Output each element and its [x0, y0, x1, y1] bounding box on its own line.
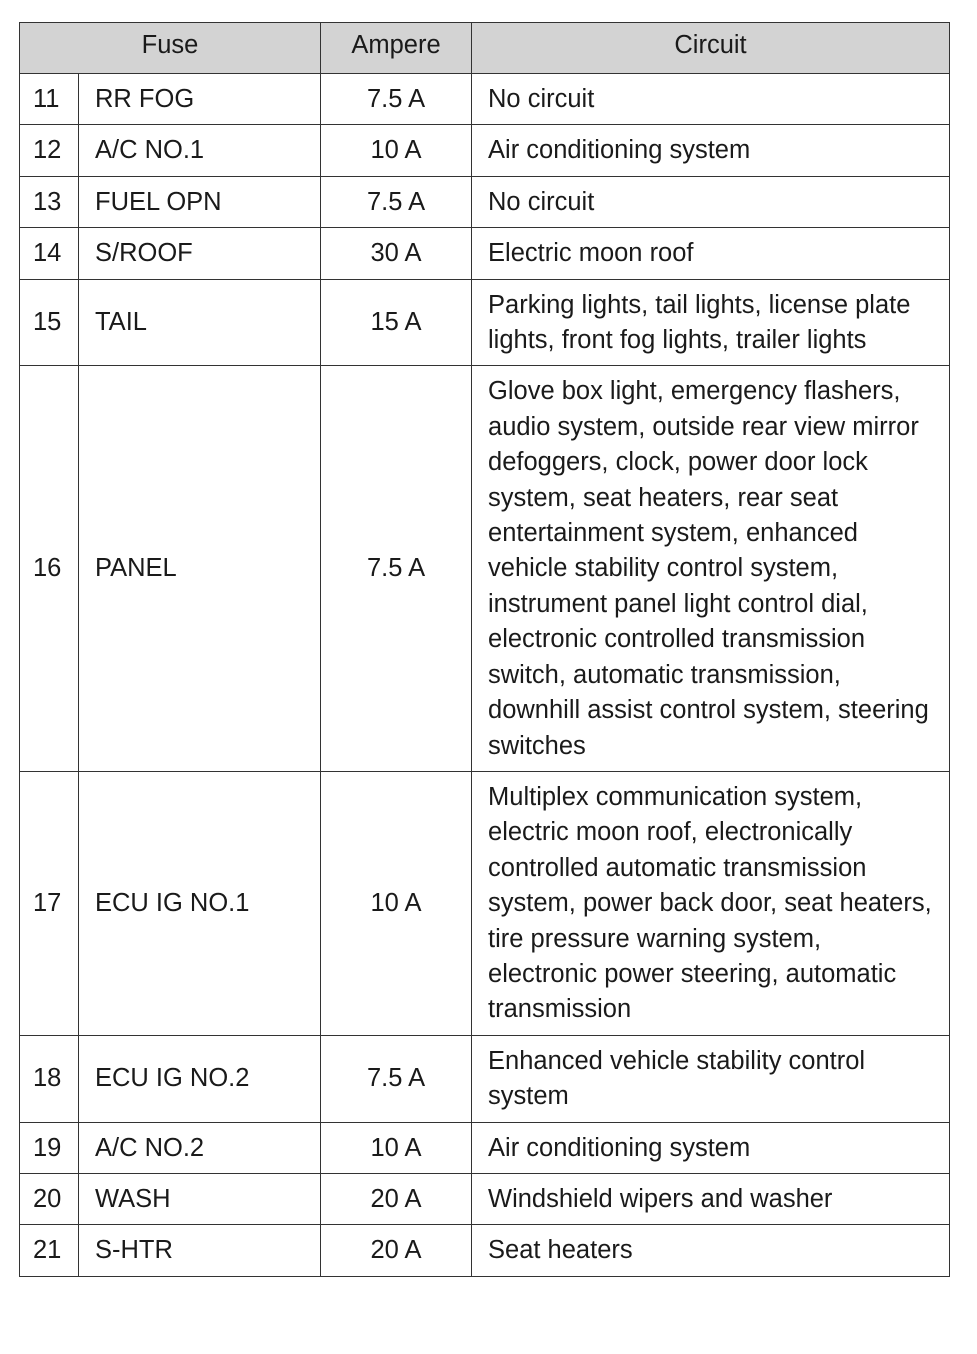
table-row [20, 1122, 950, 1173]
table-row [20, 228, 950, 279]
fuse-ampere: 7.5 A [321, 74, 472, 125]
fuse-ampere: 30 A [321, 228, 472, 279]
fuse-name: ECU IG NO.1 [79, 771, 321, 1035]
fuse-ampere: 7.5 A [321, 176, 472, 227]
fuse-number: 16 [20, 366, 79, 771]
fuse-number: 15 [20, 279, 79, 366]
header-ampere: Ampere [321, 23, 472, 74]
fuse-circuit: Enhanced vehicle stability control system [472, 1035, 950, 1122]
fuse-ampere: 20 A [321, 1225, 472, 1276]
fuse-circuit: Windshield wipers and washer [472, 1173, 950, 1224]
table-row [20, 1035, 950, 1122]
fuse-circuit: No circuit [472, 74, 950, 125]
table-row [20, 771, 950, 1035]
fuse-circuit: Glove box light, emergency flashers, audio system, outside rear view mirror defoggers, clock, power door lock system, seat heaters, rear seat entertainment system, enhanced vehicle stability control system, instrument panel light control dial, electronic controlled transmission switch, automatic transmission, downhill assist control system, steering switches [472, 366, 950, 771]
fuse-number: 12 [20, 125, 79, 176]
fuse-name: RR FOG [79, 74, 321, 125]
fuse-number: 19 [20, 1122, 79, 1173]
fuse-number: 18 [20, 1035, 79, 1122]
fuse-ampere: 7.5 A [321, 366, 472, 771]
fuse-name: A/C NO.1 [79, 125, 321, 176]
header-row [20, 23, 950, 74]
fuse-number: 21 [20, 1225, 79, 1276]
fuse-name: S/ROOF [79, 228, 321, 279]
table-row [20, 74, 950, 125]
fuse-circuit: No circuit [472, 176, 950, 227]
fuse-circuit: Seat heaters [472, 1225, 950, 1276]
fuse-name: FUEL OPN [79, 176, 321, 227]
fuse-circuit: Multiplex communication system, electric moon roof, electronically controlled automatic transmission system, power back door, seat heaters, tire pressure warning system, electronic power steering, automatic transmission [472, 771, 950, 1035]
fuse-circuit: Electric moon roof [472, 228, 950, 279]
fuse-ampere: 20 A [321, 1173, 472, 1224]
fuse-ampere: 15 A [321, 279, 472, 366]
table-row [20, 1225, 950, 1276]
fuse-circuit: Air conditioning system [472, 1122, 950, 1173]
fuse-number: 17 [20, 771, 79, 1035]
header-fuse: Fuse [20, 23, 321, 74]
fuse-circuit: Air conditioning system [472, 125, 950, 176]
fuse-ampere: 10 A [321, 1122, 472, 1173]
table-row [20, 366, 950, 771]
fuse-name: PANEL [79, 366, 321, 771]
fuse-number: 20 [20, 1173, 79, 1224]
fuse-name: ECU IG NO.2 [79, 1035, 321, 1122]
fuse-ampere: 10 A [321, 771, 472, 1035]
fuse-name: WASH [79, 1173, 321, 1224]
fuse-number: 14 [20, 228, 79, 279]
table-row [20, 125, 950, 176]
fuse-circuit: Parking lights, tail lights, license plate lights, front fog lights, trailer lights [472, 279, 950, 366]
table-row [20, 1173, 950, 1224]
fuse-number: 13 [20, 176, 79, 227]
fuse-name: TAIL [79, 279, 321, 366]
fuse-ampere: 10 A [321, 125, 472, 176]
fuse-number: 11 [20, 74, 79, 125]
header-circuit: Circuit [472, 23, 950, 74]
fuse-name: A/C NO.2 [79, 1122, 321, 1173]
fuse-ampere: 7.5 A [321, 1035, 472, 1122]
table-row [20, 279, 950, 366]
fuse-name: S-HTR [79, 1225, 321, 1276]
table-row [20, 176, 950, 227]
fuse-table [19, 22, 950, 1277]
